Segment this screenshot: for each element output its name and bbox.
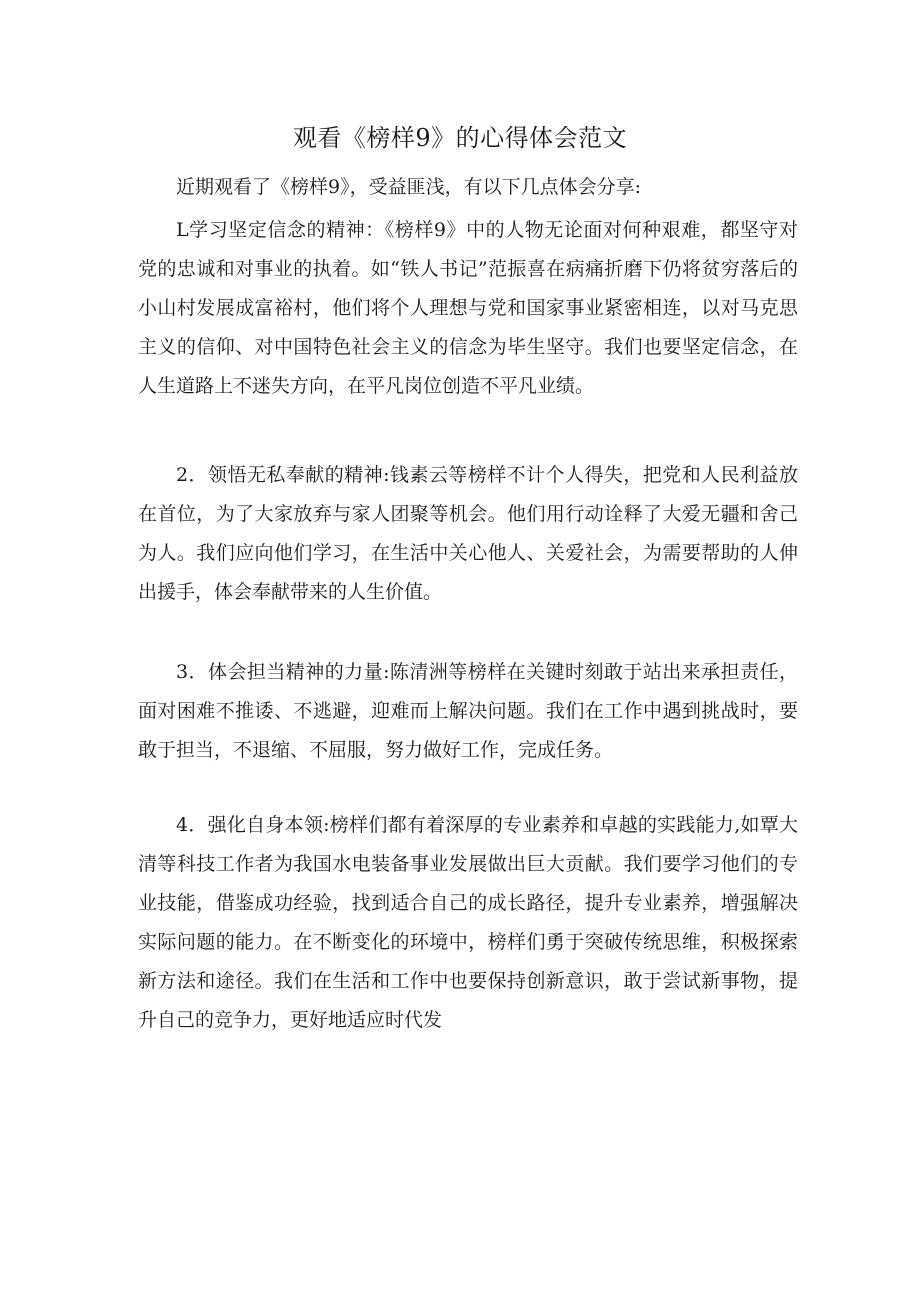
intro-paragraph: 近期观看了《榜样9》，受益匪浅，有以下几点体会分享: — [176, 176, 641, 198]
paragraph-2: 2．领悟无私奉献的精神:钱素云等榜样不计个人得失，把党和人民利益放在首位，为了大家放弃与家人团聚等机会。他们用行动诠释了大爱无疆和舍己为人。我们应向他们学习，在生活中关心他人、关爱社会，为需要帮助的人伸出援手，体会奉献带来的人生价值。 — [138, 464, 798, 603]
paragraph-3: 3．体会担当精神的力量:陈清洲等榜样在关键时刻敢于站出来承担责任，面对困难不推诿、不逃避，迎难而上解决问题。我们在工作中遇到挑战时，要敢于担当，不退缩、不屈服，努力做好工作，完成任务。 — [138, 661, 798, 761]
paragraph-4: 4．强化自身本领:榜样们都有着深厚的专业素养和卓越的实践能力,如覃大清等科技工作者为我国水电装备事业发展做出巨大贡献。我们要学习他们的专业技能，借鉴成功经验，找到适合自己的成长路径，提升专业素养，增强解决实际问题的能力。在不断变化的环境中，榜样们勇于突破传统思维，积极探索新方法和途径。我们在生活和工作中也要保持创新意识，敢于尝试新事物，提升自己的竞争力，更好地适应时代发 — [138, 814, 798, 1031]
document-title: 观看《榜样9》的心得体会范文 — [292, 124, 628, 152]
paragraph-1: L学习坚定信念的精神：《榜样9》中的人物无论面对何种艰难，都坚守对党的忠诚和对事业的执着。如“铁人书记”范振喜在病痛折磨下仍将贫穷落后的小山村发展成富裕村，他们将个人理想与党和国家事业紧密相连，以对马克思主义的信仰、对中国特色社会主义的信念为毕生坚守。我们也要坚定信念，在人生道路上不迷失方向，在平凡岗位创造不平凡业绩。 — [138, 219, 798, 397]
